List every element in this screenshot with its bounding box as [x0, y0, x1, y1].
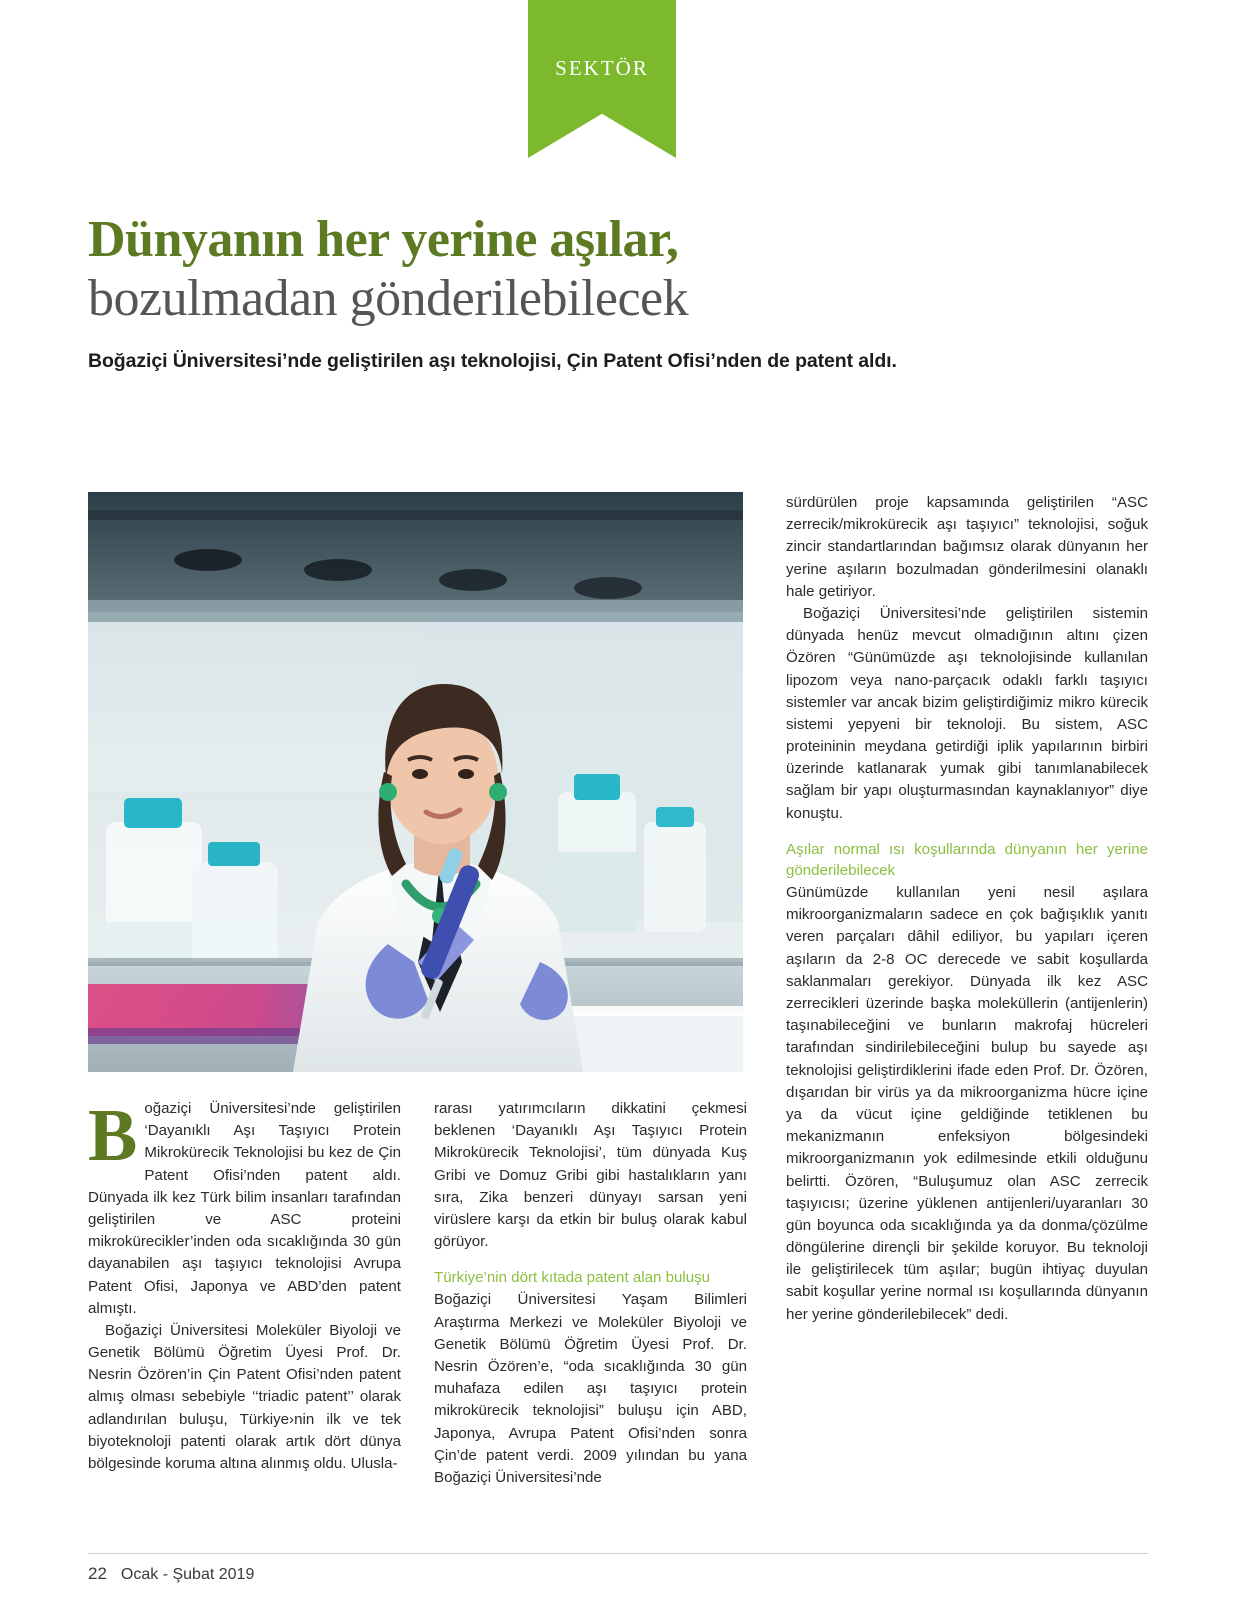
article-header	[88, 212, 1148, 373]
subheading: Aşılar normal ısı koşullarında dünyanın her yerine gönderilebilecek	[786, 840, 1148, 879]
article-subtitle: Boğaziçi Üniversitesi’nde geliştirilen aşı teknolojisi, Çin Patent Ofisi’nden de patent aldı.	[88, 350, 897, 373]
article-photo	[88, 492, 743, 1072]
paragraph-text: oğaziçi Üniversitesi’nde geliştirilen ‘Dayanıklı Aşı Taşıyıcı Protein Mikrokürecik Teknolojisi bu kez de Çin Patent Ofisi’nden patent aldı. Dünyada ilk kez Türk bilim insanları tarafından geliştirilen ve ASC proteini mikrokürecikler’inden oda sıcaklığında 30 gün dayanabilen aşı taşıyıcı teknolojisi Avrupa Patent Ofisi, Japonya ve ABD’den patent almıştı.	[88, 1100, 401, 1317]
paragraph: Boğaziçi Üniversitesi’nde geliştirilen sistemin dünyada henüz mevcut olmadığının altını çizen Özören “Günümüzde aşı teknolojisinde kullanılan lipozom veya nano-parçacık odaklı farklı taşıyıcı sistemler var ancak bizim geliştirdiğimiz mikro kürecik sistemi yepyeni bir teknoloji. Bu sistem, ASC proteininin meydana getirdiği iplik yapılarının birbiri üzerinde katlanarak yumak gibi tanımlanabilecek sağlam bir yapı oluşturmasından kaynaklanıyor” diye konuştu.	[786, 604, 1148, 822]
paragraph: Boğaziçi Üniversitesi Moleküler Biyoloji ve Genetik Bölümü Öğretim Üyesi Prof. Dr. Nesrin Özören’in Çin Patent Ofisi’nden patent almış olması sebebiyle ‘‘triadic patent’’ olarak adlandırılan buluşu, Türkiye›nin ilk ve tek biyoteknoloji patenti olarak artık dört dünya bölgesinde koruma altına alınmış oldu. Ulusla-	[88, 1321, 401, 1472]
subheading: Türkiye’nin dört kıtada patent alan buluşu	[434, 1269, 711, 1287]
page-title-line-2: bozulmadan gönderilebilecek	[88, 270, 689, 328]
section-ribbon	[528, 0, 676, 158]
issue-label: Ocak - Şubat 2019	[120, 1566, 255, 1583]
drop-cap: B	[88, 1095, 138, 1177]
paragraph: sürdürülen proje kapsamında geliştirilen “ASC zerrecik/mikrokürecik aşı taşıyıcı” teknolojisi, soğuk zincir standartlarından bağımsız olarak dünyanın her yerine aşıların bozulmadan gönderilmesini olanaklı hale getiriyor.	[786, 494, 1148, 600]
paragraph: Günümüzde kullanılan yeni nesil aşılara mikroorganizmaların sadece en çok bağışıklık yanıtı veren parçaları dâhil ediliyor, bu yapıları içeren aşıların da 2-8 OC derecede ve sabit koşullarda saklanmaları gerekiyor. Dünyada ilk kez ASC zerrecikleri üzerinde başka moleküllerin (antijenlerin) taşınabileceğini ve bunların makrofaj hücreleri tarafından sindirilebileceğini bulup bu sayede aşı teknolojisi geliştirdiklerini ifade eden Prof. Dr. Özören, dışarıdan bir virüs ya da mikroorganizma hücre içine ya da vücut içine geldiğinde tetiklenen bu mekanizmanın enfeksiyon bölgesindeki mikroorganizmanın yok edilmesinde etkili olduğunu belirtti. Özören, “Buluşumuz olan ASC zerrecik taşıyıcısı; üzerine yüklenen antijenleri/uyaranları 30 gün boyunca oda sıcaklığında ya da donma/çözülme döngülerine dirençli bir şekilde koruyor. Bu teknoloji ile geliştirilecek tüm aşılar; bugün ihtiyaç duyulan sabit koşullar yerine normal ısı koşullarında dünyanın her yerine gönderilebilecek” dedi.	[786, 884, 1148, 1323]
paragraph-with-dropcap	[88, 1095, 401, 1320]
text-column-middle	[434, 1098, 747, 1489]
page-title-line-1: Dünyanın her yerine aşılar,	[88, 211, 679, 268]
page-footer	[88, 1553, 1148, 1584]
paragraph: Boğaziçi Üniversitesi Yaşam Bilimleri Araştırma Merkezi ve Moleküler Biyoloji ve Genetik Bölümü Öğretim Üyesi Prof. Dr. Nesrin Özören’e, “oda sıcaklığında 30 gün muhafaza edilen aşı taşıyıcı protein mikrokürecik teknolojisi” buluşu için ABD, Japonya, Avrupa Patent Ofisi’nden sonra Çin’de patent verdi. 2009 yılından bu yana Boğaziçi Üniversitesi’nde	[434, 1291, 747, 1486]
text-column-left	[88, 1095, 401, 1475]
paragraph: rarası yatırımcıların dikkatini çekmesi beklenen ‘Dayanıklı Aşı Taşıyıcı Protein Mikrokürecik Teknolojisi’, tüm dünyada Kuş Gribi ve Domuz Gribi gibi hastalıkların yanı sıra, Zika benzeri dünyayı sarsan yeni virüslere karşı da etkin bir buluş olarak kabul görüyor.	[434, 1100, 747, 1251]
photo-illustration	[88, 492, 743, 1072]
section-tag-label: SEKTÖR	[555, 56, 649, 80]
page-number: 22	[88, 1564, 107, 1583]
text-column-right	[786, 492, 1148, 1326]
